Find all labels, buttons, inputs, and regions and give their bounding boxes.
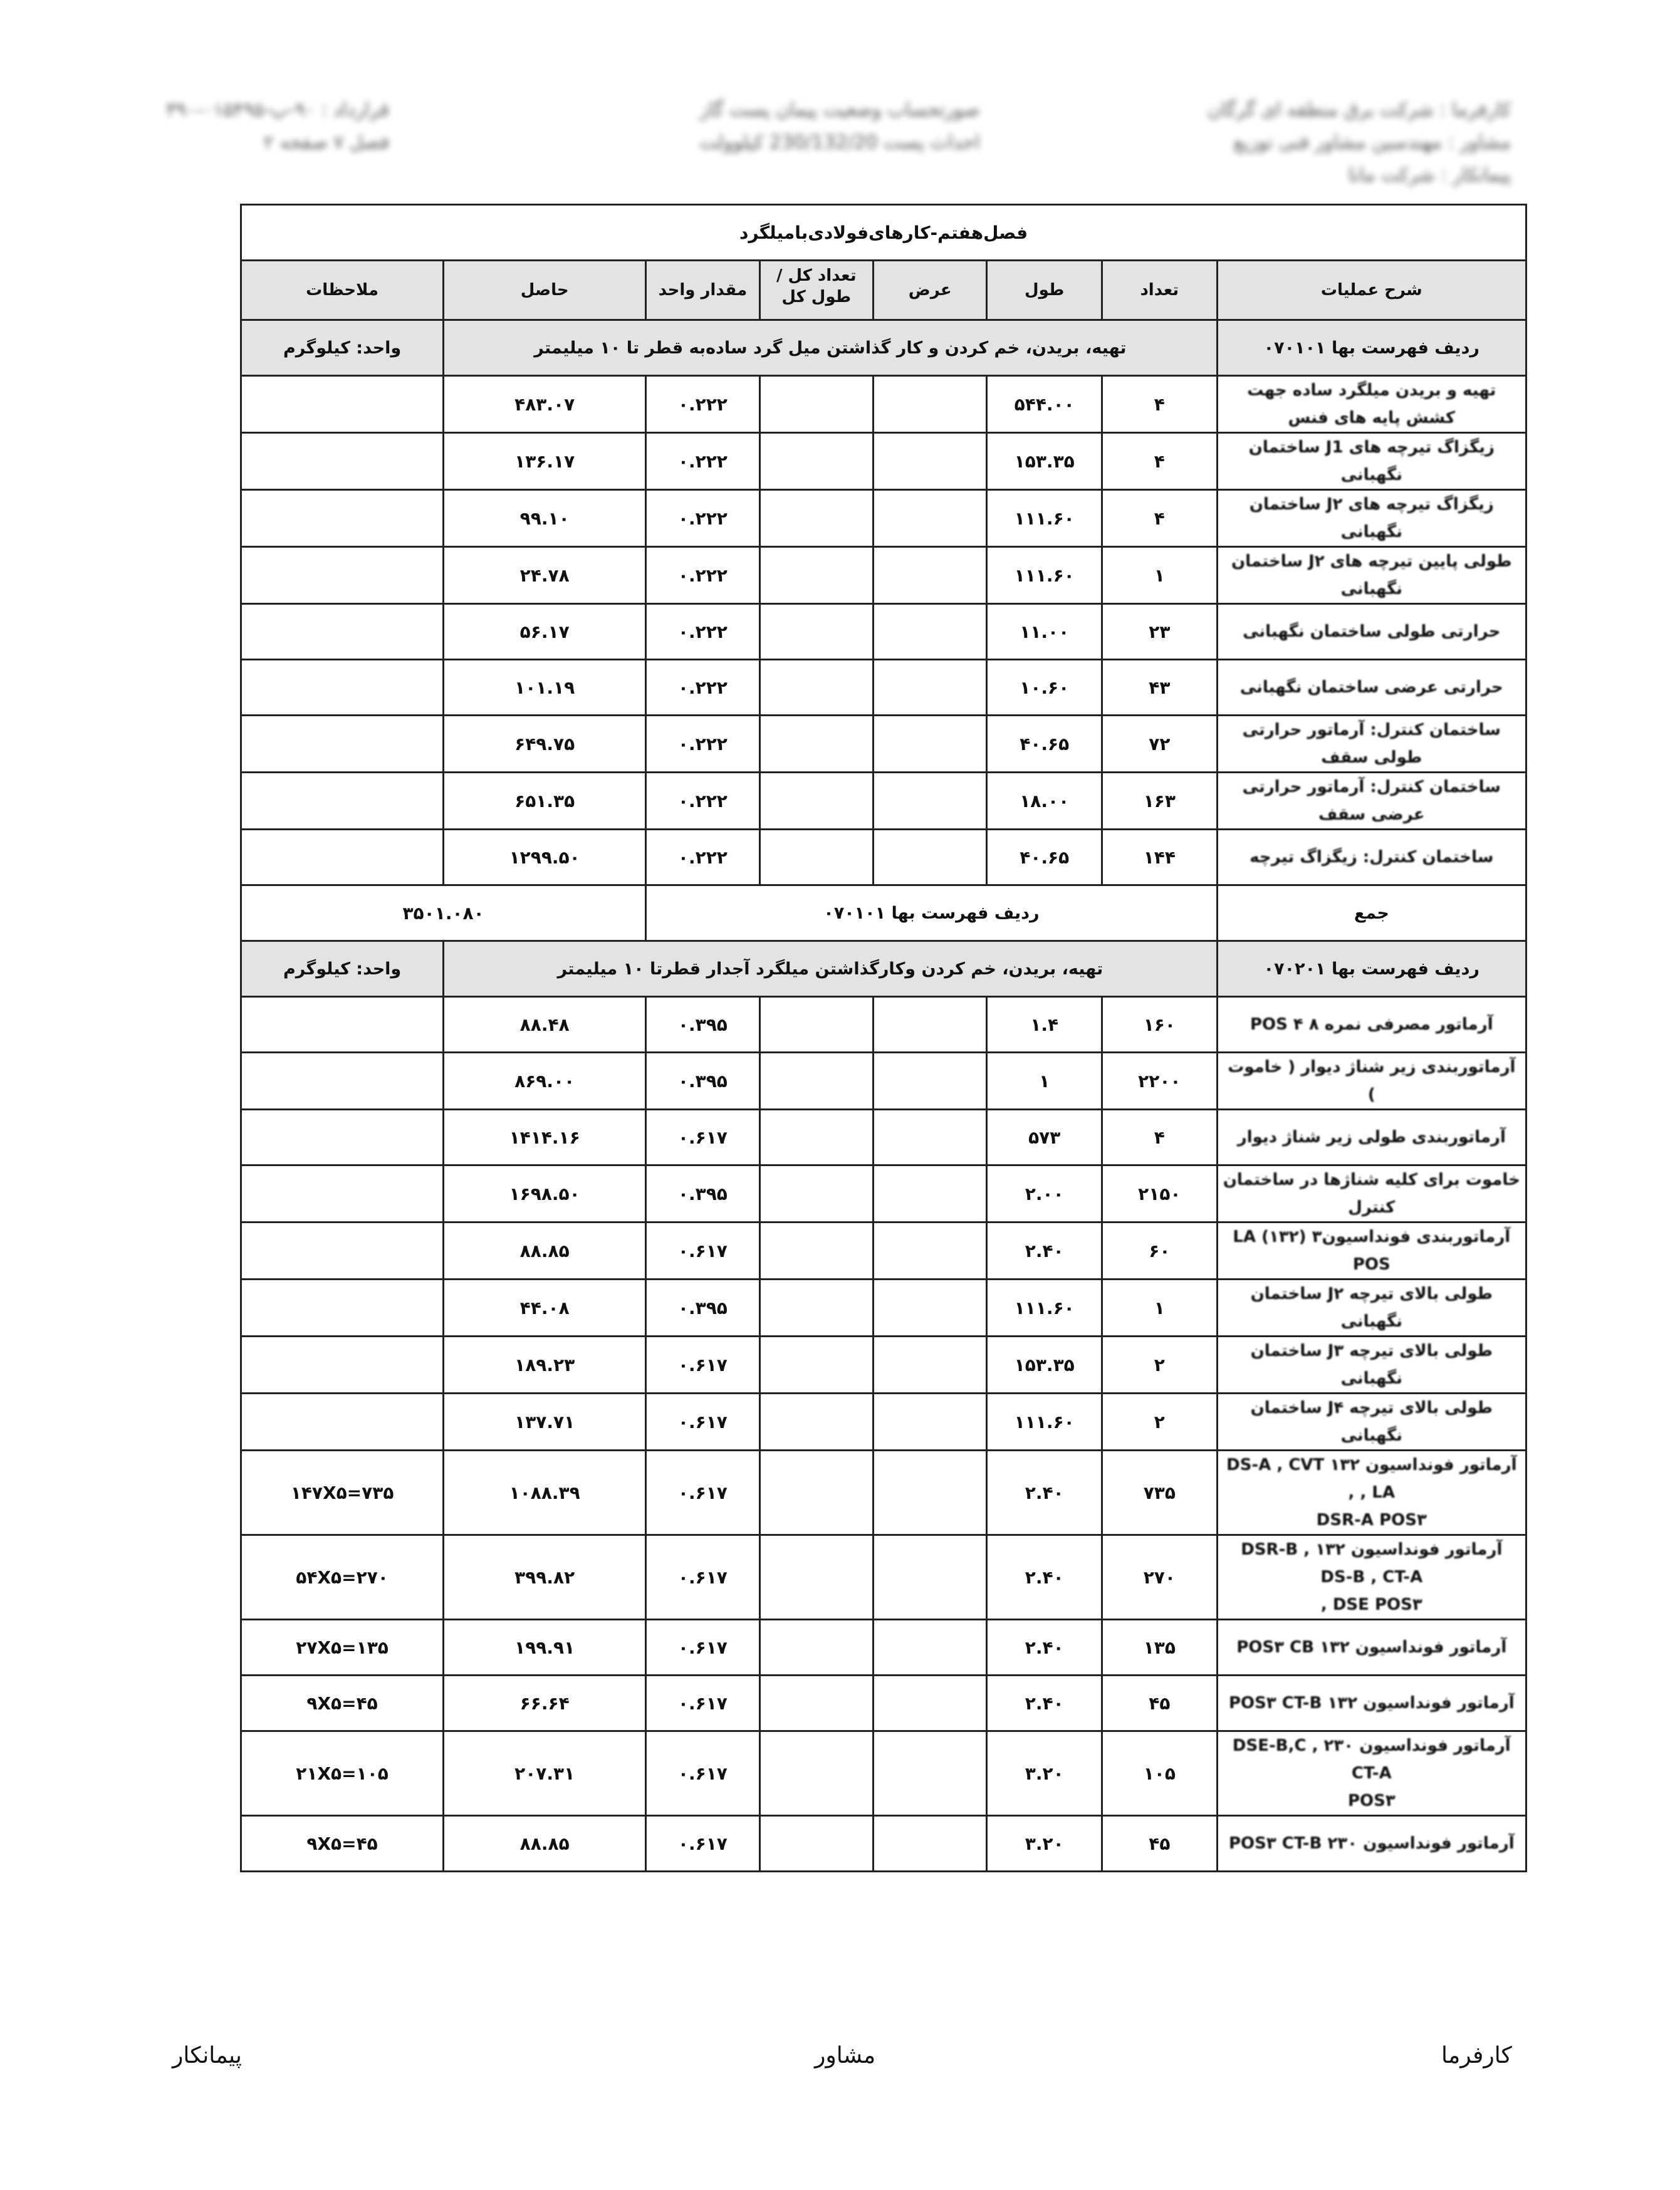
row-description-text: آرماتوربندی فونداسیونLA (۱۳۲) ۳ POS (1233, 1228, 1511, 1274)
row-length: ۲.۴۰ (987, 1676, 1102, 1731)
table-row (241, 1451, 1526, 1535)
row-width (873, 997, 986, 1053)
row-notes: ۱۴۷X۵=۷۳۵ (241, 1451, 444, 1535)
header-line: مشاور : مهندسین مشاور فنی توزیع (1233, 132, 1511, 154)
row-total (759, 660, 873, 716)
row-notes (241, 1337, 444, 1394)
row-description-text: آرماتوربندی زیر شناژ دیوار ( خاموت ) (1228, 1058, 1516, 1104)
group-unit: واحد: کیلوگرم (241, 320, 444, 376)
row-length: ۵۷۳ (987, 1110, 1102, 1165)
row-width (873, 1280, 986, 1337)
row-width (873, 433, 986, 490)
row-description-text: حرارتی عرضی ساختمان نگهبانی (1239, 678, 1503, 697)
row-length: ۱۱۱.۶۰ (987, 490, 1102, 547)
row-length: ۲.۴۰ (987, 1535, 1102, 1620)
row-total (759, 1451, 873, 1535)
row-result: ۱۲۹۹.۵۰ (444, 830, 646, 885)
row-length: ۲.۴۰ (987, 1223, 1102, 1280)
signature-employer: کارفرما (1441, 2043, 1512, 2068)
row-description-text: زیگزاگ تیرچه های J1 ساختمان نگهبانی (1248, 438, 1495, 484)
row-count: ۱۳۵ (1102, 1620, 1218, 1676)
row-description (1217, 547, 1526, 604)
group-header-row (241, 941, 1526, 997)
row-unit-value: ۰.۲۲۲ (646, 660, 759, 716)
row-unit-value: ۰.۶۱۷ (646, 1676, 759, 1731)
row-count: ۲ (1102, 1394, 1218, 1451)
row-unit-value: ۰.۲۲۲ (646, 604, 759, 660)
table-row (241, 1394, 1526, 1451)
row-notes: ۹X۵=۴۵ (241, 1676, 444, 1731)
row-total (759, 1223, 873, 1280)
row-description (1217, 997, 1526, 1053)
row-width (873, 1816, 986, 1872)
row-total (759, 997, 873, 1053)
row-unit-value: ۰.۲۲۲ (646, 773, 759, 830)
row-unit-value: ۰.۶۱۷ (646, 1620, 759, 1676)
row-description (1217, 1337, 1526, 1394)
row-result: ۸۶۹.۰۰ (444, 1053, 646, 1110)
row-result: ۲۰۷.۳۱ (444, 1731, 646, 1816)
row-description (1217, 376, 1526, 433)
row-count: ۲۱۵۰ (1102, 1165, 1218, 1223)
col-header-unit-value: مقدار واحد (646, 261, 759, 320)
row-result: ۶۵۱.۳۵ (444, 773, 646, 830)
row-total (759, 1620, 873, 1676)
table-row (241, 830, 1526, 885)
row-total (759, 1731, 873, 1816)
row-description-text: آرماتوربندی طولی زیر شناژ دیوار (1237, 1128, 1506, 1147)
row-result: ۱۸۹.۲۳ (444, 1337, 646, 1394)
row-result: ۸۸.۴۸ (444, 997, 646, 1053)
row-description-text: طولی بالای تیرچه J۲ ساختمان نگهبانی (1250, 1285, 1493, 1331)
table-row (241, 1053, 1526, 1110)
table-row (241, 1535, 1526, 1620)
table-body (241, 205, 1526, 1872)
row-total (759, 1676, 873, 1731)
row-length: ۲.۴۰ (987, 1451, 1102, 1535)
row-result: ۱۴۱۴.۱۶ (444, 1110, 646, 1165)
row-total (759, 1816, 873, 1872)
row-width (873, 773, 986, 830)
row-description (1217, 1165, 1526, 1223)
row-width (873, 1337, 986, 1394)
header-project-block (614, 94, 1065, 159)
row-length: ۴۰.۶۵ (987, 830, 1102, 885)
row-width (873, 604, 986, 660)
row-unit-value: ۰.۳۹۵ (646, 1053, 759, 1110)
row-unit-value: ۰.۶۱۷ (646, 1731, 759, 1816)
row-unit-value: ۰.۶۱۷ (646, 1223, 759, 1280)
row-width (873, 1620, 986, 1676)
row-length: ۵۴۴.۰۰ (987, 376, 1102, 433)
row-description (1217, 830, 1526, 885)
row-description-text: ساختمان کنترل: زیگزاگ تیرچه (1250, 848, 1494, 867)
row-notes (241, 1110, 444, 1165)
row-width (873, 547, 986, 604)
row-count: ۴ (1102, 376, 1218, 433)
row-description (1217, 1535, 1526, 1620)
table-row (241, 1110, 1526, 1165)
header-line: پیمانکار : شرکت مانا (1348, 164, 1511, 186)
row-count: ۷۳۵ (1102, 1451, 1218, 1535)
row-description (1217, 660, 1526, 716)
row-total (759, 1535, 873, 1620)
row-unit-value: ۰.۳۹۵ (646, 997, 759, 1053)
row-notes (241, 1280, 444, 1337)
table-row (241, 716, 1526, 773)
row-notes (241, 660, 444, 716)
row-notes: ۵۴X۵=۲۷۰ (241, 1535, 444, 1620)
row-count: ۲ (1102, 1337, 1218, 1394)
row-result: ۲۴.۷۸ (444, 547, 646, 604)
group-description: تهیه، بریدن، خم کردن وکارگذاشتن میلگرد آجدار قطرتا ۱۰ میلیمتر (444, 941, 1217, 997)
row-length: ۱۱.۰۰ (987, 604, 1102, 660)
row-unit-value: ۰.۲۲۲ (646, 433, 759, 490)
row-result: ۸۸.۸۵ (444, 1816, 646, 1872)
row-notes (241, 1165, 444, 1223)
row-description-text: خاموت برای کلیه شناژها در ساختمان کنترل (1223, 1171, 1520, 1217)
row-unit-value: ۰.۶۱۷ (646, 1451, 759, 1535)
row-notes (241, 490, 444, 547)
row-length: ۱۱۱.۶۰ (987, 1280, 1102, 1337)
row-unit-value: ۰.۲۲۲ (646, 376, 759, 433)
row-notes (241, 1053, 444, 1110)
header-contract-block (166, 94, 389, 159)
row-width (873, 376, 986, 433)
row-notes (241, 997, 444, 1053)
row-result: ۴۴.۰۸ (444, 1280, 646, 1337)
row-count: ۴۵ (1102, 1816, 1218, 1872)
row-count: ۴۵ (1102, 1676, 1218, 1731)
row-notes (241, 830, 444, 885)
header-line: قرارداد : ۹۰-پ-۰۱۵۴۹۵-۳۹۰ (166, 99, 389, 121)
row-length: ۲.۰۰ (987, 1165, 1102, 1223)
col-header-result: حاصل (444, 261, 646, 320)
row-unit-value: ۰.۲۲۲ (646, 547, 759, 604)
header-line: کارفرما : شرکت برق منطقه ای گرگان (1207, 99, 1511, 121)
row-notes: ۲۷X۵=۱۳۵ (241, 1620, 444, 1676)
table-header-row (241, 261, 1526, 320)
row-result: ۸۸.۸۵ (444, 1223, 646, 1280)
row-description-text: آرماتور فونداسیون ۱۳۲ DS-A , CVT , LA , DSR-A POS۳ (1226, 1456, 1517, 1530)
row-notes (241, 773, 444, 830)
row-count: ۱۰۵ (1102, 1731, 1218, 1816)
row-notes (241, 547, 444, 604)
group-total-row (241, 885, 1526, 941)
row-count: ۷۲ (1102, 716, 1218, 773)
row-total (759, 830, 873, 885)
row-description (1217, 1223, 1526, 1280)
row-description-text: آرماتور مصرفی نمره ۸ POS ۴ (1250, 1015, 1493, 1034)
row-length: ۱۱۱.۶۰ (987, 547, 1102, 604)
row-width (873, 1676, 986, 1731)
row-description-text: آرماتور فونداسیون ۲۳۰ DSE-B,C , CT-A POS۳ (1232, 1736, 1511, 1810)
table-row (241, 1280, 1526, 1337)
row-description-text: طولی بالای تیرچه J۴ ساختمان نگهبانی (1250, 1399, 1493, 1445)
row-count: ۱ (1102, 1280, 1218, 1337)
row-description (1217, 1676, 1526, 1731)
row-result: ۱۳۷.۷۱ (444, 1394, 646, 1451)
row-total (759, 1337, 873, 1394)
table-row (241, 433, 1526, 490)
row-count: ۲۳ (1102, 604, 1218, 660)
table-row (241, 1337, 1526, 1394)
row-total (759, 773, 873, 830)
row-description-text: حرارتی طولی ساختمان نگهبانی (1243, 622, 1501, 641)
row-description (1217, 1110, 1526, 1165)
row-count: ۴۳ (1102, 660, 1218, 716)
table-row (241, 1816, 1526, 1872)
row-width (873, 716, 986, 773)
row-total (759, 433, 873, 490)
row-description (1217, 433, 1526, 490)
row-count: ۱۶۰ (1102, 997, 1218, 1053)
row-total (759, 716, 873, 773)
row-result: ۱۹۹.۹۱ (444, 1620, 646, 1676)
col-header-count: تعداد (1102, 261, 1218, 320)
row-description (1217, 1053, 1526, 1110)
row-length: ۱۵۳.۳۵ (987, 433, 1102, 490)
row-width (873, 1165, 986, 1223)
row-count: ۲۷۰ (1102, 1535, 1218, 1620)
row-notes (241, 1223, 444, 1280)
header-employer-block (1208, 94, 1511, 192)
row-result: ۹۹.۱۰ (444, 490, 646, 547)
row-length: ۱.۴ (987, 997, 1102, 1053)
table-row (241, 660, 1526, 716)
row-total (759, 1110, 873, 1165)
quantity-table (240, 204, 1527, 1872)
row-unit-value: ۰.۲۲۲ (646, 490, 759, 547)
row-count: ۲۲۰۰ (1102, 1053, 1218, 1110)
row-description (1217, 773, 1526, 830)
row-width (873, 1110, 986, 1165)
row-description (1217, 1816, 1526, 1872)
row-notes (241, 604, 444, 660)
row-length: ۱۸.۰۰ (987, 773, 1102, 830)
row-length: ۱ (987, 1053, 1102, 1110)
col-header-length: طول (987, 261, 1102, 320)
row-result: ۶۶.۶۴ (444, 1676, 646, 1731)
row-length: ۴۰.۶۵ (987, 716, 1102, 773)
row-total (759, 1165, 873, 1223)
row-count: ۴ (1102, 1110, 1218, 1165)
row-description (1217, 1280, 1526, 1337)
col-header-width: عرض (873, 261, 986, 320)
col-header-total: تعداد کل / طول کل (759, 261, 873, 320)
table-row (241, 376, 1526, 433)
row-description-text: تهیه و بریدن میلگرد ساده جهت کشش پایه های فنس (1247, 381, 1496, 427)
table-row (241, 1165, 1526, 1223)
table-title-row (241, 205, 1526, 261)
row-width (873, 660, 986, 716)
row-width (873, 1535, 986, 1620)
row-description (1217, 604, 1526, 660)
table-row (241, 547, 1526, 604)
row-notes (241, 716, 444, 773)
row-width (873, 1451, 986, 1535)
row-notes (241, 433, 444, 490)
row-result: ۴۸۳.۰۷ (444, 376, 646, 433)
row-length: ۱۱۱.۶۰ (987, 1394, 1102, 1451)
row-length: ۳.۲۰ (987, 1731, 1102, 1816)
signature-consultant: مشاور (815, 2043, 876, 2068)
row-count: ۱۴۴ (1102, 830, 1218, 885)
total-value: ۳۵۰۱.۰۸۰ (241, 885, 646, 941)
table-row (241, 1676, 1526, 1731)
row-length: ۲.۴۰ (987, 1620, 1102, 1676)
header-line: فصل ۷ صفحه ۲ (263, 132, 389, 154)
row-unit-value: ۰.۶۱۷ (646, 1394, 759, 1451)
row-unit-value: ۰.۶۱۷ (646, 1535, 759, 1620)
row-description-text: طولی پایین تیرچه های J۲ ساختمان نگهبانی (1231, 552, 1512, 598)
row-total (759, 1280, 873, 1337)
row-length: ۱۵۳.۳۵ (987, 1337, 1102, 1394)
row-description (1217, 490, 1526, 547)
row-count: ۶۰ (1102, 1223, 1218, 1280)
total-label: جمع (1217, 885, 1526, 941)
row-width (873, 1053, 986, 1110)
col-header-notes: ملاحظات (241, 261, 444, 320)
table-row (241, 1731, 1526, 1816)
group-unit: واحد: کیلوگرم (241, 941, 444, 997)
col-header-desc: شرح عملیات (1217, 261, 1526, 320)
total-ref: ردیف فهرست بها ۰۷۰۱۰۱ (646, 885, 1217, 941)
row-notes (241, 1394, 444, 1451)
row-description (1217, 716, 1526, 773)
row-length: ۳.۲۰ (987, 1816, 1102, 1872)
row-unit-value: ۰.۲۲۲ (646, 830, 759, 885)
signature-contractor: پیمانکار (172, 2043, 242, 2068)
row-description-text: زیگزاگ تیرچه های J۲ ساختمان نگهبانی (1249, 495, 1494, 541)
row-description-text: ساختمان کنترل: آرماتور حرارتی عرضی سقف (1242, 778, 1501, 824)
row-width (873, 1731, 986, 1816)
row-result: ۱۳۶.۱۷ (444, 433, 646, 490)
row-description (1217, 1451, 1526, 1535)
row-unit-value: ۰.۶۱۷ (646, 1337, 759, 1394)
row-result: ۵۶.۱۷ (444, 604, 646, 660)
row-description (1217, 1731, 1526, 1816)
group-ref: ردیف فهرست بها ۰۷۰۲۰۱ (1217, 941, 1526, 997)
row-description (1217, 1620, 1526, 1676)
row-count: ۴ (1102, 490, 1218, 547)
row-count: ۴ (1102, 433, 1218, 490)
group-ref: ردیف فهرست بها ۰۷۰۱۰۱ (1217, 320, 1526, 376)
row-unit-value: ۰.۳۹۵ (646, 1165, 759, 1223)
table-row (241, 490, 1526, 547)
row-length: ۱۰.۶۰ (987, 660, 1102, 716)
row-count: ۱ (1102, 547, 1218, 604)
row-total (759, 547, 873, 604)
row-unit-value: ۰.۶۱۷ (646, 1110, 759, 1165)
row-width (873, 830, 986, 885)
row-count: ۱۶۳ (1102, 773, 1218, 830)
row-width (873, 490, 986, 547)
row-total (759, 490, 873, 547)
row-unit-value: ۰.۳۹۵ (646, 1280, 759, 1337)
row-result: ۱۰۱.۱۹ (444, 660, 646, 716)
row-description-text: آرماتور فونداسیون ۱۳۲ POS۳ CT-B (1228, 1694, 1515, 1713)
row-result: ۶۴۹.۷۵ (444, 716, 646, 773)
group-header-row (241, 320, 1526, 376)
row-description-text: آرماتور فونداسیون ۱۳۲ POS۳ CB (1236, 1638, 1507, 1657)
table-row (241, 604, 1526, 660)
row-result: ۱۰۸۸.۳۹ (444, 1451, 646, 1535)
row-width (873, 1394, 986, 1451)
row-description-text: آرماتور فونداسیون ۲۳۰ POS۳ CT-B (1228, 1834, 1515, 1853)
row-result: ۱۶۹۸.۵۰ (444, 1165, 646, 1223)
table-row (241, 1620, 1526, 1676)
row-total (759, 1053, 873, 1110)
table-title: فصل‌هفتم-کارهای‌فولادی‌بامیلگرد (241, 205, 1526, 261)
row-notes (241, 376, 444, 433)
row-unit-value: ۰.۶۱۷ (646, 1816, 759, 1872)
group-description: تهیه، بریدن، خم کردن و کار گذاشتن میل گرد ساده‌به قطر تا ۱۰ میلیمتر (444, 320, 1217, 376)
table-row (241, 997, 1526, 1053)
row-description-text: ساختمان کنترل: آرماتور حرارتی طولی سقف (1242, 721, 1501, 767)
header-line: احداث پست 230/132/20 کیلوولت (699, 132, 980, 154)
header-line: صورتحساب وضعیت پیمان پست گاز (699, 99, 980, 121)
row-total (759, 1394, 873, 1451)
table-row (241, 1223, 1526, 1280)
row-notes: ۹X۵=۴۵ (241, 1816, 444, 1872)
row-description-text: طولی بالای تیرچه J۳ ساختمان نگهبانی (1250, 1342, 1493, 1388)
row-total (759, 376, 873, 433)
row-result: ۳۹۹.۸۲ (444, 1535, 646, 1620)
row-description-text: آرماتور فونداسیون ۱۳۲ DSR-B , DS-B , CT-A DSE POS۳ , (1241, 1540, 1503, 1614)
row-total (759, 604, 873, 660)
row-notes: ۲۱X۵=۱۰۵ (241, 1731, 444, 1816)
table-row (241, 773, 1526, 830)
row-description (1217, 1394, 1526, 1451)
row-width (873, 1223, 986, 1280)
row-unit-value: ۰.۲۲۲ (646, 716, 759, 773)
